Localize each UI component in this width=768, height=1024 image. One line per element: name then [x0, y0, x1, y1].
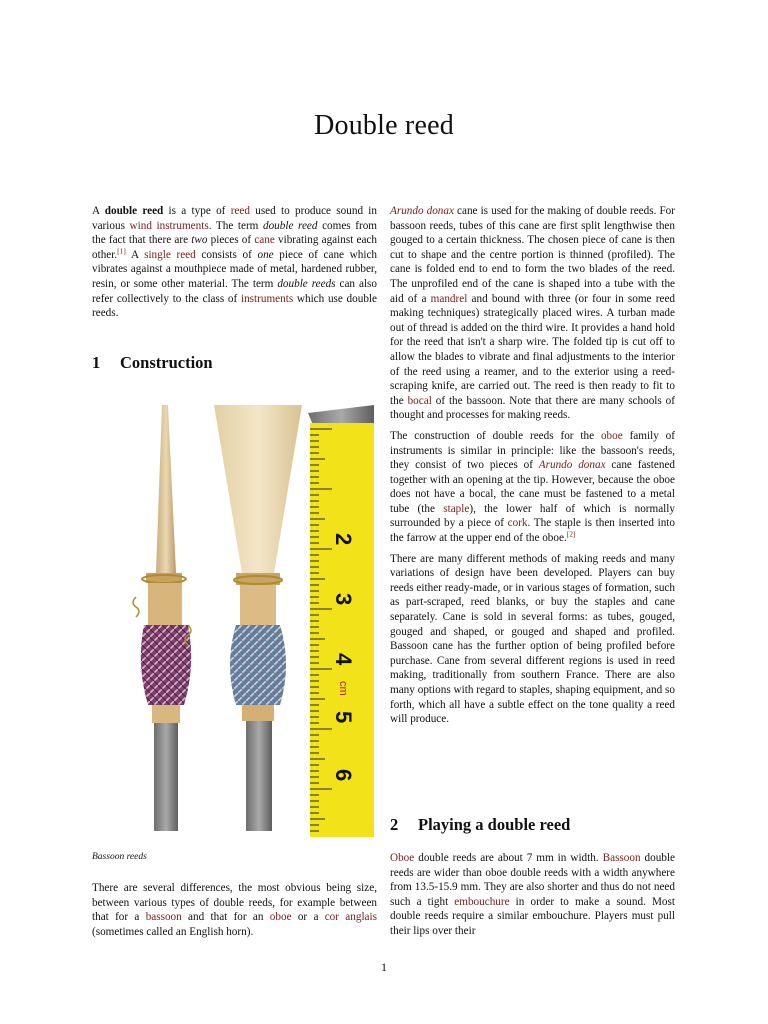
page-title: Double reed: [314, 110, 454, 141]
playing-paragraph: [390, 851, 675, 939]
link-embouchure[interactable]: embouchure: [454, 895, 510, 908]
intro-text: comes from the fact that there are: [92, 219, 377, 247]
link-cane[interactable]: cane: [254, 234, 275, 247]
intro-text: is a type of: [163, 205, 231, 217]
section-heading-playing: [390, 815, 570, 835]
section-title: Playing a double reed: [418, 815, 571, 834]
intro-text: which use double reeds.: [92, 292, 378, 320]
italic-one: one: [257, 248, 274, 261]
body-text: cane is used for the making of double reeds. For bassoon reeds, tubes of this cane are first split lengthwise then gouged to a certain thickness. The chosen piece of cane is then cut to shape and the centre portion is thinned (profiled). The cane is folded end to end to form the two blades of the reed. The unprofiled end of the cane is shaped into a tube with the aid of a: [390, 205, 675, 305]
section-number: 2: [390, 815, 399, 834]
term-double-reed: double reed: [104, 205, 164, 217]
link-cor-anglais[interactable]: cor anglais: [324, 911, 377, 924]
oboe-construction-paragraph: [390, 429, 675, 546]
intro-text: can also refer collectively to the class of: [92, 277, 378, 305]
intro-paragraph: [92, 204, 377, 321]
body-text: There are several differences, the most obvious being size, between various types of double reeds, for example between that for a: [92, 882, 377, 924]
body-text: The construction of double reeds for the: [390, 429, 601, 442]
intro-text: A: [125, 248, 145, 261]
ruler-label-4: 4: [331, 653, 356, 666]
bassoon-construction-paragraph: [390, 204, 675, 423]
body-text: or a: [291, 911, 325, 924]
page-number: 1: [381, 960, 387, 974]
intro-text: A: [92, 205, 105, 217]
intro-text: consists of: [195, 248, 258, 261]
body-text: . The staple is then inserted into the farrow at the upper end of the oboe.: [390, 517, 676, 545]
body-text: family of instruments is similar in principle: like the bassoon's reeds, they consist of two pieces of: [390, 429, 675, 472]
ruler-label-2: 2: [331, 533, 356, 546]
reference-1[interactable]: [1]: [117, 246, 126, 256]
ruler-label-6: 6: [331, 769, 356, 782]
intro-text: vibrating against each other.: [92, 234, 377, 261]
section-number: 1: [92, 353, 101, 372]
body-text: cane fastened together with an opening at the tip. However, because the oboe does not have a bocal, the cane must be fastened to a metal tube (the: [390, 459, 675, 515]
link-mandrel[interactable]: mandrel: [430, 292, 468, 305]
right-column: [390, 204, 675, 727]
italic-double-reed: double reed: [262, 219, 318, 232]
section-title: Construction: [120, 353, 213, 372]
ruler-label-5: 5: [331, 711, 356, 724]
body-text: double reeds are wider than oboe double reeds with a width anywhere from 13.5-15.9 mm. They are also shorter and thus do not need such a tight: [390, 852, 675, 908]
body-text: and bound with three (or four in some reed making techniques) strategically placed wires. A turban made out of thread is added on the third wire. It provides a hand hold for the reed that isn't a sharp wire. The folded tip is cut off to allow the blades to vibrate and final adjustments to the interior of the reed using a reamer, and to the exterior using a reed-scraping knife, are carried out. The reed is then ready to fit to the: [390, 292, 676, 407]
section-heading-construction: [92, 353, 213, 373]
link-bassoon[interactable]: bassoon: [145, 911, 182, 924]
italic-two: two: [191, 234, 208, 247]
intro-text: piece of cane which vibrates against a mouthpiece made of metal, hardened rubber, resin, or some other material. The term: [92, 248, 378, 290]
measuring-tape: [310, 423, 374, 837]
link-instruments[interactable]: instruments: [240, 292, 294, 305]
body-text: in order to make a sound. Most double reeds require a similar embouchure. Players must pull their lips over their: [390, 895, 675, 937]
body-text: double reeds are about 7 mm in width.: [414, 852, 603, 864]
intro-text: . The term: [208, 219, 263, 232]
reed-left: [133, 405, 191, 831]
link-bocal[interactable]: bocal: [407, 394, 432, 407]
intro-text: used to produce sound in various: [92, 205, 378, 232]
link-cork[interactable]: cork: [507, 517, 528, 530]
link-wind-instruments[interactable]: wind instruments: [129, 219, 209, 232]
body-text: of the bassoon. Note that there are many schools of thought and processes for making reeds.: [390, 394, 675, 422]
reed-right: [214, 405, 302, 831]
italic-double-reeds: double reeds: [277, 277, 336, 290]
link-oboe[interactable]: oboe: [600, 429, 623, 442]
figure-caption: Bassoon reeds: [92, 852, 147, 862]
link-staple[interactable]: staple: [443, 502, 470, 515]
ruler-unit: cm: [337, 681, 349, 696]
link-reed[interactable]: reed: [230, 205, 250, 217]
differences-paragraph: [92, 881, 377, 939]
reference-2[interactable]: [2]: [566, 529, 576, 539]
link-single-reed[interactable]: single reed: [144, 248, 196, 261]
link-arundo-donax[interactable]: Arundo donax: [390, 205, 454, 217]
ruler-label-3: 3: [331, 593, 356, 606]
body-text: ), the lower half of which is normally surrounded by a piece of: [390, 502, 675, 530]
link-arundo-donax[interactable]: Arundo donax: [538, 459, 606, 472]
link-bassoon[interactable]: Bassoon: [602, 852, 641, 864]
body-text: (sometimes called an English horn).: [92, 925, 254, 938]
methods-paragraph: There are many different methods of making reeds and many variations of design have been developed. Players can buy reeds either ready-made, or in various stages of formation, such as part-scraped, reed blanks, or buy the staples and cane separately. Cane is sold in several forms: as tubes, gouged, gouged and shaped, or gouged and shaped and profiled. Bassoon cane has the further option of being profiled before purchase. Cane from several different regions is used in reed making, traditionally from southern France. There are also many options with regard to staples, shaping equipment, and so forth, which all have a subtle effect on the tone quality a reed will produce.: [390, 552, 675, 726]
bassoon-reeds-image: [118, 405, 374, 837]
body-text: and that for an: [181, 911, 270, 924]
link-oboe[interactable]: Oboe: [390, 852, 415, 864]
intro-text: pieces of: [207, 234, 255, 247]
link-oboe[interactable]: oboe: [269, 911, 292, 924]
